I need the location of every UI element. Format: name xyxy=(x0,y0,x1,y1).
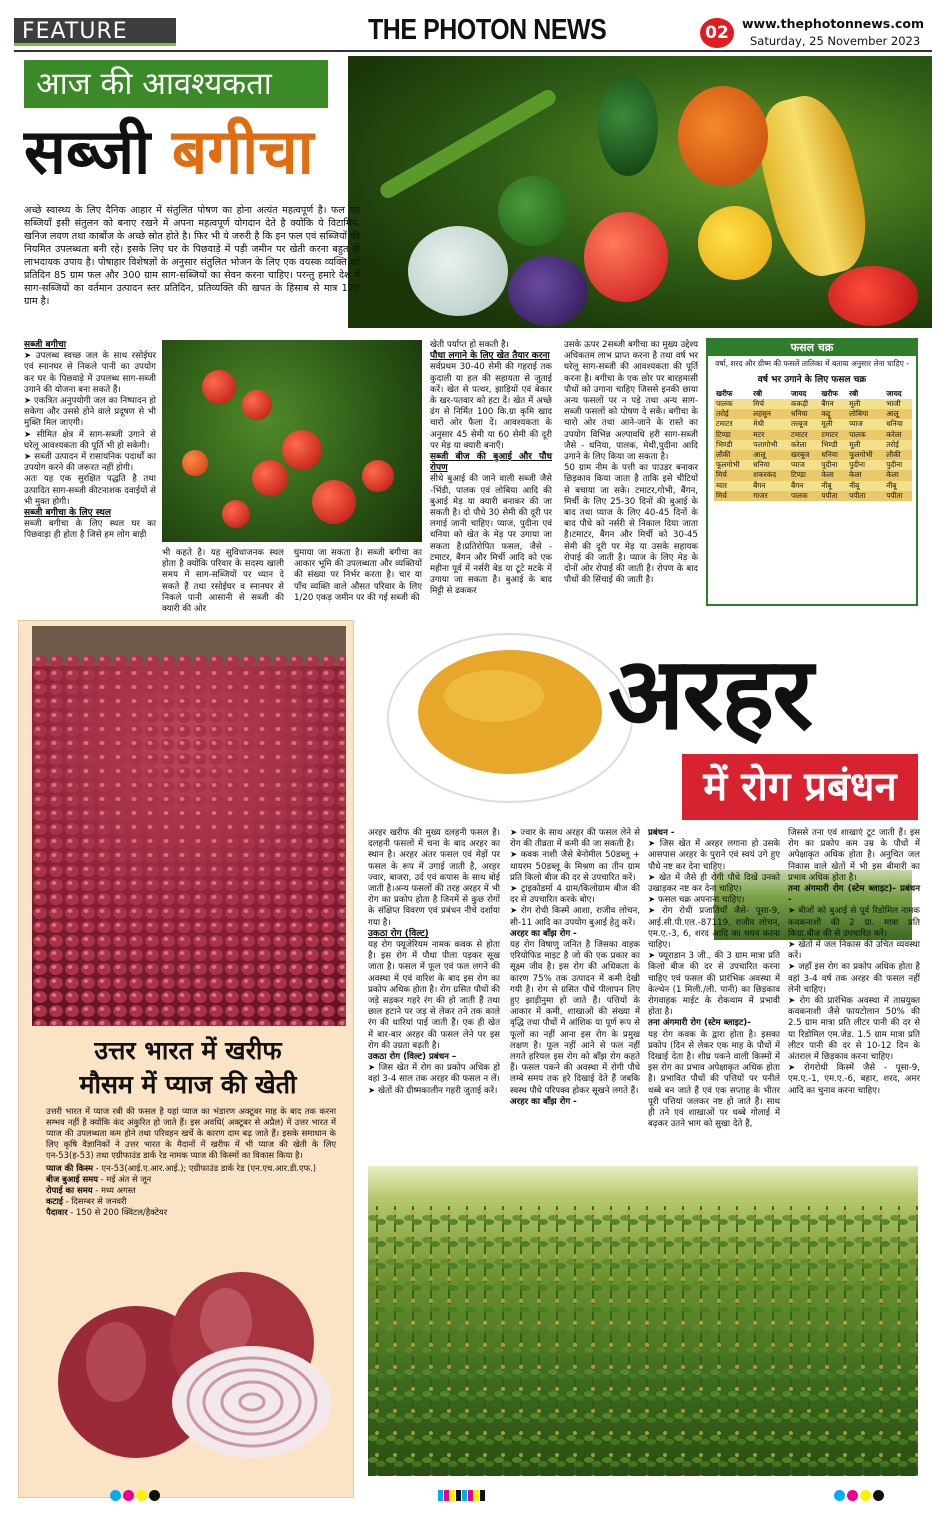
crop-cycle-box xyxy=(706,338,918,606)
section-label: FEATURE xyxy=(14,18,176,46)
crop-table-row xyxy=(714,419,912,429)
arhar-text: यह रोग विषाणु जनित है जिसका वाहक एरियोफिड माइट है जो की एक प्रकार का सूक्ष्म जीव है। इस रोग की अधिकता के कारण 75% तक उत्पादन में कमी देखी गयी है। रोग से ग्रसित पौधे पीलापन लिए हुए झाड़ीनुमा हो जाते हैं। पत्तियों के आकार में कमी, शाखाओं की संख्या में वृद्धि तथा पौधों में आंशिक या पूर्ण रूप से फूलों का नहीं आना इस रोग के प्रमुख लक्षण है। फूल नहीं आने से फल नहीं लगते हरियल इस रोग को बाँझ रोग कहते हैं। फसल पकने की अवस्था में रोगी पौधे लम्बे समय तक हरे दिखाई देते हैं जबकि स्वस्थ पौधे परिपक्व होकर सूखने लगते हैं। xyxy=(510,940,640,1096)
arhar-bullet: ➤ खेत में जैसे ही रोगी पौधे दिखें उनको उखाड़कर नष्ट कर देना चाहिए। xyxy=(648,872,780,895)
crop-table-cell: धनिया xyxy=(751,460,789,470)
onion-fact: पैदावार - 150 से 200 क्विंटल/हैक्टेयर xyxy=(46,1207,168,1217)
arhar-bullet: ➤ खेतों में जल निकास की उचित व्यवस्था करें। xyxy=(788,940,920,962)
crop-table-cell: नींबू xyxy=(847,481,884,491)
col1-bullet: ➤ उपलब्ध स्वच्छ जल के साथ रसोईघर एवं स्नानघर से निकले पानी का उपयोग कर घर के पिछवाड़े में उपलब्ध साग-सब्जी उगाने की योजना बना सकते हैं। xyxy=(24,351,157,395)
crop-table-header: खरीफ xyxy=(716,388,733,398)
crop-table-cell: धनिया xyxy=(884,419,912,429)
vegetables-photo xyxy=(348,56,932,328)
onion-heap-photo xyxy=(32,626,346,1026)
crop-table-cell: तरोई xyxy=(884,440,912,450)
crop-table-cell: टमाटर xyxy=(714,419,751,429)
crop-table-row xyxy=(714,481,912,491)
crop-table-cell: केला xyxy=(819,470,847,480)
website-link[interactable]: www.thephotonnews.com xyxy=(742,16,924,31)
onion-fact: प्याज की किस्म - एन-53(आई.ए.आर.आई.); एग्रीफाउंड डार्क रेड (एन.एच.आर.डी.एफ.) xyxy=(46,1163,316,1173)
col5-text: उसके ऊपर 2सब्जी बगीचा का मुख्य उद्देश्य अधिकतम लाभ प्राप्त करना है तथा वर्ष भर घरेलू साग-सब्जी की आवश्यकता की पूर्ति करना है। बगीचा के एक छोर पर बारहमासी पौधों को उगाना चाहिए जिससे इनकी छाया अन्य फसलों पर न पड़े तथा अन्य साग-सब्जी फसलों को पोषण दे सकें। बगीचा के चारो ओर तथा आने-जाने के रास्ते का उपयोग विभिन्न अल्पावधि हरी साग-सब्जी जैसे - धनिया, पालक, मेथी,पुदीना आदि उगाने के लिए किया जा सकता है। xyxy=(564,340,698,463)
arhar-bullet: ➤ रोग रोधी किस्में आशा, राजीव लोचन, सी-11 आदि का उपयोग बुआई हेतु करें। xyxy=(510,906,640,928)
arhar-heading: तना अंगमारी रोग (स्टेम ब्लाइट)- प्रबंधन - xyxy=(788,884,920,906)
col1-bullet: ➤ सब्जी उत्पादन में रासायनिक पदार्थों का उपयोग करने की जरूरत नहीं होगी। xyxy=(24,452,156,474)
crop-cycle-table xyxy=(714,388,912,501)
crop-table-cell: पालक xyxy=(789,491,819,501)
arhar-heading: उकठा रोग (विल्ट) प्रबंधन – xyxy=(368,1052,457,1063)
col1-heading-2: सब्जी बगीचा के लिए स्थल xyxy=(24,508,111,519)
crop-cycle-note: वर्षा, शरद और ग्रीष्म की फसलें तालिका में बताया अनुसार लेना चाहिए - xyxy=(715,359,909,368)
onion-article-body xyxy=(46,1106,336,1218)
arhar-bullet: ➤ रोगरोधी किस्में जैसे - पूसा-9, एम.ए.-1, एम.ए.-6, बहार, शरद, अमर आदि का चुनाव करना चाहिए। xyxy=(788,1063,920,1096)
crop-table-cell: गाजर xyxy=(751,491,789,501)
col1-heading: सब्जी बगीचा xyxy=(24,340,67,350)
col5-text: 50 ग्राम नीम के पत्ती का पाउडर बनाकर छिड़काव किया जाता है ताकि इसे चीटियों से बचाया जा सके। टमाटर,गोभी, बैंगन, मिर्ची के लिए 25-30 दिनों की बुआई के बाद तथा प्याज के लिए 40-45 दिनों के बाद पौधे को नर्सरी से निकाल दिया जाता है।टमाटर, बैंगन और मिर्ची को 30-45 सेमी की दूरी पर मेड़ या उसके सहायक रोपाई की जाती है। प्याज के लिए मेड़ के दोनों ओर रोपाई की जाती है। रोपण के बाद पौधों की सिंचाई की जाती है। xyxy=(564,463,698,586)
crop-table-cell: पपीता xyxy=(819,491,847,501)
onion-fact: कटाई - दिसम्बर से जनवरी xyxy=(46,1196,127,1206)
col4-heading-1: पौधा लगाने के लिए खेत तैयार करना xyxy=(430,351,550,362)
crop-table-cell: करेला xyxy=(884,430,912,440)
article-col-4 xyxy=(430,340,552,608)
crop-table-cell: मिर्च xyxy=(751,399,789,409)
crop-table-row xyxy=(714,399,912,409)
arhar-bullet: ➤ जहाँ इस रोग का प्रकोप अधिक होता है वहां 3-4 वर्ष तक अरहर की फसल नहीं लेनी चाहिए। xyxy=(788,962,920,995)
arhar-text: जिससे तना एवं शाखाएं टूट जाती हैं। इस रोग का प्रकोप कम उम्र के पौधों में अपेक्षाकृत अधिक होता है। अनुचित जल निकास वाले खेतों में भी इस बीमारी का प्रभाव अधिक होता है। xyxy=(788,828,920,883)
crop-table-cell: मटर xyxy=(751,430,789,440)
crop-cycle-subtitle: वर्ष भर उगाने के लिए फसल चक्र xyxy=(757,375,867,385)
crop-table-cell: पत्तागोभी xyxy=(751,440,789,450)
crop-table-cell: पपीता xyxy=(884,491,912,501)
arhar-text: यह रोग कवक के द्वारा होता है। इसका प्रकोप (दिन से लेकर एक माह के पौधों में दिखाई देता है। शीघ्र पकने वाली किस्मों में इस रोग का प्रभाव अपेक्षाकृत अधिक होता है। प्रभावित पौधों की पत्तियों पर पनीले धब्बे बन जाते हैं एवं एक सप्ताह के भीतर पूरी पत्तियां जलकर नष्ट हो जाते हैं। साथ ही तने एवं शाखाओं पर धब्बे गोलाई में बढ़कर उतने भाग को सुखा देते हैं, xyxy=(648,1029,780,1130)
article-col-5 xyxy=(564,340,698,608)
crop-table-cell: टिण्डा xyxy=(789,470,819,480)
crop-table-cell: केला xyxy=(884,470,912,480)
crop-table-cell: नींबू xyxy=(819,481,847,491)
crop-table-cell: भाजी xyxy=(884,399,912,409)
crop-table-cell: बैंगन xyxy=(751,481,789,491)
arhar-col-2 xyxy=(510,828,640,1164)
crop-table-cell: तरबूज xyxy=(789,419,819,429)
crop-table-cell: बैंगन xyxy=(789,481,819,491)
crop-table-cell: लौकी xyxy=(884,450,912,460)
crop-table-row xyxy=(714,440,912,450)
crop-table-cell: भिण्डी xyxy=(714,440,751,450)
col4-text: सीधे बुआई की जाने वाली सब्जी जैसे -भिंडी, पालक एवं लोबिया आदि की बुआई मेड़ या क्यारी बनाकर की जा सकती है। दो पौधे 30 सेमी की दूरी पर लगाई जानी चाहिए। प्याज, पुदीना एवं धनिया को खेत के मेड़ पर उगाया जा सकता है।प्रतिरोपित फसल, जैसे - टमाटर, बैंगन और मिर्ची आदि को एक महीना पूर्व में नर्सरी बेड या टूटे मटके में उगाया जा सकता है। बुआई के बाद मिट्टी से ढककर xyxy=(430,474,552,597)
crop-table-header: जायद xyxy=(886,388,902,398)
arhar-bullet: ➤ फसल चक्र अपनाना चाहिए। xyxy=(648,895,745,906)
crop-table-cell: मेथी xyxy=(751,419,789,429)
arhar-field-photo xyxy=(368,1166,918,1476)
crop-table-cell: प्याज xyxy=(789,460,819,470)
crop-table-cell: नींबू xyxy=(884,481,912,491)
arhar-dal-photo xyxy=(384,626,636,806)
onion-body-text: उत्तरी भारत में प्याज रबी की फसल है यहां प्याज का भंडारण अक्टूबर माह के बाद तक करना सम्भव नहीं है क्योंकि कंद अंकुरित हो जाते हैं। इस अवधि( अक्टूबर से अप्रैल) में उत्तर भारत में प्याज की उपलब्धता कम होने तथा परिवहन खर्चे के कारण दाम बढ़ जाते हैं। इसके समाधान के लिए कृषि वैज्ञानिकों ने उत्तर भारत के मैदानों में खरीफ में भी प्याज की खेती के लिए एन-53(ह-53) तथा एग्रीफाउंड डार्क रेड नामक प्याज की किस्मों का विकास किया है। xyxy=(46,1106,336,1160)
crop-table-row xyxy=(714,450,912,460)
onion-illustration xyxy=(56,1262,336,1462)
title-part-b: बगीचा xyxy=(171,115,314,188)
crop-table-cell: खरबूज xyxy=(789,450,819,460)
header-rule xyxy=(14,50,932,52)
dal-plate xyxy=(384,626,636,806)
onion-cut-photo xyxy=(56,1262,336,1462)
crop-table-cell: प्याज xyxy=(847,419,884,429)
crop-table-cell: मूली xyxy=(847,399,884,409)
crop-table-cell: केला xyxy=(847,470,884,480)
crop-table-row xyxy=(714,460,912,470)
crop-table-cell: धनिया xyxy=(789,409,819,419)
crop-table-cell: कद्दू xyxy=(819,409,847,419)
crop-table-cell: पालक xyxy=(847,430,884,440)
page-number: 02 xyxy=(700,18,734,48)
crop-table-cell: ककड़ी xyxy=(789,399,819,409)
article-col-3: घुमाया जा सकता है। सब्जी बगीचा का आकार भूमि की उपलब्धता और व्यक्तियों की संख्या पर निर्भर करता है। चार या पाँच व्यक्ति वाले औसत परिवार के लिए 1/20 एकड़ जमीन पर की गई सब्जी की xyxy=(294,548,422,603)
arhar-field-texture xyxy=(368,1166,918,1476)
crop-table-row xyxy=(714,409,912,419)
arhar-bullet: ➤ बीजों को बुआई से पूर्व रिडोमिल नामक कवकनाशी की 2 ग्रा. मात्रा प्रति किग्रा.बीज की से उपचारित करें। xyxy=(788,906,920,939)
crop-cycle-title: फसल चक्र xyxy=(708,340,916,356)
arhar-col-4 xyxy=(788,828,920,1164)
arhar-heading: तना अंगमारी रोग (स्टेम ब्लाइट)- xyxy=(648,1018,751,1029)
arhar-bullet: ➤ ज्वार के साथ अरहर की फसल लेने से रोग की तीव्रता में कमी की जा सकती है। xyxy=(510,828,640,850)
arhar-bullet: ➤ रोग की प्रारंभिक अवस्था में ताम्रयुक्त कवकनाशी जैसे फायटोलान 50% की 2.5 ग्राम मात्रा प्रति लीटर पानी की दर से या रिडोमिल एम.जेड. 1.5 ग्राम मात्रा प्रति लीटर पानी की दर से 10-12 दिन के अंतराल में छिड़काव करना चाहिए। xyxy=(788,996,920,1063)
arhar-bullet: ➤ जिस खेत में अरहर लगाना हो उसके आसपास अरहर के पुराने एवं स्वयं उगे हुए पौधे नष्ट कर देना चाहिए। xyxy=(648,839,780,872)
col1-tail: सब्जी बगीचा के लिए स्थल घर का पिछवाड़ा ही होता है जिसे हम लोग बाड़ी xyxy=(24,519,156,541)
onion-fact: रोपाई का समय - मध्य अगस्त xyxy=(46,1185,136,1195)
crop-table-header: खरीफ xyxy=(821,388,838,398)
crop-table-cell: मूली xyxy=(847,440,884,450)
crop-table-cell: आलू xyxy=(884,409,912,419)
onion-article-title xyxy=(28,1034,348,1102)
article-col-2: भी कहते है। यह सुविधाजनक स्थल होता है क्योंकि परिवार के सदस्य खाली समय में साग-सब्जियों पर ध्यान दे सकते हैं तथा रसोईघर व स्नानघर से निकले पानी आसानी से सब्जी की क्यारी की ओर xyxy=(162,548,284,615)
crop-table-cell: मिर्च xyxy=(714,491,751,501)
crop-table-cell: टमाटर xyxy=(819,430,847,440)
crop-table-cell: शकरकंद xyxy=(751,470,789,480)
article-col-1 xyxy=(24,340,156,608)
arhar-subtitle: में रोग प्रबंधन xyxy=(682,754,918,820)
arhar-title: अरहर xyxy=(608,635,812,752)
masthead[interactable]: THE PHOTON NEWS xyxy=(368,14,607,46)
arhar-bullet: ➤ ट्राइकोडर्मा 4 ग्राम/किलोग्राम बीज की दर से उपचारित करके बोए। xyxy=(510,884,640,906)
col4-heading-2: सब्जी बीज की बुआई और पौध रोपण xyxy=(430,452,552,474)
arhar-bullet: ➤ जिस खेत में रोग का प्रकोप अधिक हो वहां 3-4 साल तक अरहर की फसल न लें। xyxy=(368,1063,500,1085)
crop-table-cell: बैंगन xyxy=(819,399,847,409)
arhar-bullet: ➤ रोग रोधी प्रजातियाँ जैसे- पूसा-9, आई.सी.पी.एल.-87119, राजीव लोचन, एम.ए.-3, 6, शरद आदि का चयन करना चाहिए। xyxy=(648,906,781,951)
arhar-col-1 xyxy=(368,828,500,1164)
onion-title-line: मौसम में प्याज की खेती xyxy=(79,1070,297,1099)
tomato-plant-photo xyxy=(162,340,422,542)
crop-table-cell: फूलगोभी xyxy=(847,450,884,460)
crop-table-row xyxy=(714,430,912,440)
arhar-col-3 xyxy=(648,828,780,1164)
crop-table-header: रबी xyxy=(849,388,859,398)
onion-fact: बीज बुआई समय - मई अंत से जून xyxy=(46,1174,152,1184)
crop-table-cell: लौकी xyxy=(714,450,751,460)
col1-bullet: ➤ एकत्रित अनुपयोगी जल का निष्पादन हो सकेगा और उससे होने वाले प्रदूषण से भी मुक्ति मिल जाएगी। xyxy=(24,396,156,429)
crop-table-cell: मिर्च xyxy=(714,470,751,480)
col4-text: खेती पर्याप्त हो सकती है। xyxy=(430,340,509,350)
arhar-bullet: ➤ कवक नाशी जैसे बेनोमील 50डब्लू + थायरम 50डब्लू के मिश्रण का तीन ग्राम प्रति किलो बीज की दर से उपचारित करें। xyxy=(510,850,641,883)
crop-table-cell: पालक xyxy=(714,399,751,409)
crop-table-cell: ग्वार xyxy=(714,481,751,491)
color-dots-right xyxy=(834,1486,886,1505)
article-title xyxy=(24,112,314,192)
issue-date: Saturday, 25 November 2023 xyxy=(750,34,921,48)
print-registration-marks xyxy=(14,1480,932,1506)
crop-table-cell: लहसुन xyxy=(751,409,789,419)
crop-table-cell: पुदीना xyxy=(819,460,847,470)
arhar-bullet: ➤ खेतों की ग्रीष्मकालीन गहरी जुताई करें। xyxy=(368,1085,498,1096)
article-intro: अच्छे स्वास्थ्य के लिए दैनिक आहार में संतुलित पोषण का होना अत्यंत महत्वपूर्ण है। फल एवं सब्जियाँ इसी संतुलन को बनाए रखने में अपना महत्वपूर्ण योगदान देते है क्योंकि ये विटामिन, खनिज लवण तथा कार्बोज के अच्छे स्रोत होते है। फिर भी ये जरुरी है कि इन फल एवं सब्जियों की नियमित उपलब्धता बनी रहे। इसके लिए घर के पिछवाड़े में पड़ी जमीन पर खेती करना बहुत ही लाभदायक उपाय है। पोषाहार विशेषज्ञों के अनुसार संतुलित भोजन के लिए एक वयस्क व्यक्ति को प्रतिदिन 85 ग्राम फल और 300 ग्राम साग-सब्जियों का सेवन करना चाहिए। परन्तु हमारे देश में साग-सब्जियों का वर्तमान उत्पादन स्तर प्रतिदिन, प्रतिव्यक्ति की खपत के हिसाब से मात्र 120 ग्राम है। xyxy=(24,205,360,307)
onion-heap-texture xyxy=(32,626,346,1026)
col1-bullet: ➤ सीमित क्षेत्र में साग-सब्जी उगाने से घरेलू आवश्यकता की पूर्ति भी हो सकेगी। xyxy=(24,429,156,451)
arhar-heading: प्रबंधन - xyxy=(648,828,675,838)
crop-table-cell: लोबिया xyxy=(847,409,884,419)
crop-table-cell: मूली xyxy=(819,419,847,429)
article-kicker: आज की आवश्यकता xyxy=(24,60,328,108)
arhar-heading: उकठा रोग (विल्ट) xyxy=(368,928,429,939)
crop-table-row xyxy=(714,491,912,501)
crop-table-cell: पुदीना xyxy=(884,460,912,470)
crop-table-cell: धनिया xyxy=(819,450,847,460)
crop-table-header: जायद xyxy=(791,388,807,398)
crop-table-cell: तरोई xyxy=(714,409,751,419)
crop-table-cell: टिण्डा xyxy=(714,430,751,440)
arhar-text: अरहर खरीफ की मुख्य दलहनी फसल है। दलहनी फसलों में चना के बाद अरहर का स्थान है। अरहर अंतर फसल एवं मेड़ों पर फसल के रूप में उगाई जाती है, अरहर ज्वार, बाजरा, उर्द एवं कपास के साथ बोई जाती है।अन्य फसलों की तरह अरहर में भी रोग का प्रकोप होता है जिनमें से कुछ रोगों के संक्षिप्त विवरण एवं प्रबंधन नीचे दर्शाया गया है। xyxy=(368,828,500,928)
crop-table-cell: आलू xyxy=(751,450,789,460)
onion-title-line: उत्तर भारत में खरीफ xyxy=(94,1036,282,1065)
arhar-text: यह रोग फ्यूजेरियम नामक कवक से होता है। इस रोग में पौधा पीला पड़कर सूख जाता है। फसल में फूल एवं फल लगने की अवस्था में एवं वारिश के बाद इस रोग का प्रकोप अधिक होता है। रोग ग्रसित पौधों की जड़े सड़कर गहरे रंग की हो जाती हैं तथा छाल हटाने पर जड़ से लेकर तने तक काले रंग की धारियां पाई जाती हैं। एक ही खेत में बार-बार अरहर की फसल लेने पर इस रोग की उग्रता बढ़ती है। xyxy=(368,940,500,1051)
col4-text: सर्वप्रथम 30-40 सेमी की गहराई तक कुदाली या हल की सहायता से जुताई करें। खेत से पत्थर, झाड़ियों एवं बेकार के खर-पतवार को हटा दें। खेत में अच्छे ढंग से निर्मित 100 कि.ग्रा कृमि खाद चारों ओर फैला दें। आवश्यकता के अनुसार 45 सेमी या 60 सेमी की दूरी पर मेड़ या क्यारी बनाएँ। xyxy=(430,362,552,451)
col1-after: अतः यह एक सुरक्षित पद्धति है तथा उत्पादित साग-सब्जी कीटनाशक दवाईयों से भी मुक्त होगी। xyxy=(24,474,156,507)
crop-table-cell: टमाटर xyxy=(789,430,819,440)
crop-table-row xyxy=(714,470,912,480)
color-bars-center xyxy=(438,1486,486,1505)
color-dots-left xyxy=(110,1486,162,1505)
crop-table-cell: पपीता xyxy=(847,491,884,501)
crop-table-cell: फूलगोभी xyxy=(714,460,751,470)
arhar-bullet: ➤ फ्यूराडान 3 जी., की 3 ग्राम मात्रा प्रति किलो बीज की दर से उपचारित करना चाहिए एवं फसल की प्रारंभिक अवस्था में केल्थेन (1 मिली./ली. पानी) का छिड़काव रोगवाहक माईट के रोकथाम में प्रभावी होता है। xyxy=(648,951,780,1018)
crop-table-cell: पुदीना xyxy=(847,460,884,470)
arhar-heading: अरहर का बाँझ रोग - xyxy=(510,1096,577,1107)
crop-table-cell: करेला xyxy=(789,440,819,450)
crop-table-header: रबी xyxy=(753,388,763,398)
arhar-heading: अरहर का बाँझ रोग - xyxy=(510,928,577,939)
crop-table-cell: भिण्डी xyxy=(819,440,847,450)
title-part-a: सब्जी xyxy=(24,115,151,188)
